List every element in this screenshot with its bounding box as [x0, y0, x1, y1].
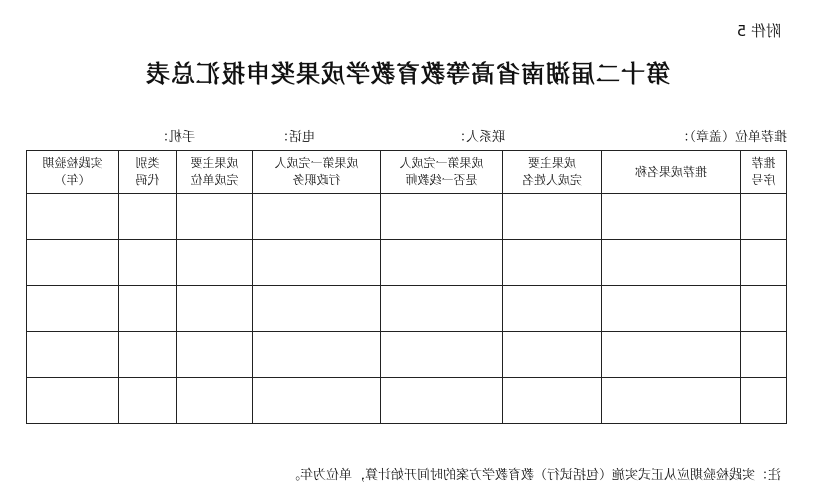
- table-cell[interactable]: [503, 332, 602, 378]
- table-cell[interactable]: [119, 332, 177, 378]
- footnote: 注：实践检验期应从正式实施（包括试行）教育教学方案的时间开始计算，单位为年。: [286, 468, 781, 483]
- table-row: [27, 378, 787, 424]
- page-title: 第十二届湖南省高等教育教学成果奖申报汇总表: [145, 60, 670, 88]
- table-cell[interactable]: [381, 378, 503, 424]
- table-cell[interactable]: [119, 378, 177, 424]
- table-cell[interactable]: [177, 332, 253, 378]
- table-row: [27, 240, 787, 286]
- table-cell[interactable]: [503, 286, 602, 332]
- contact-person-label: 联系人：: [452, 130, 505, 145]
- table-cell[interactable]: [503, 378, 602, 424]
- table-cell[interactable]: [27, 378, 119, 424]
- table-cell[interactable]: [381, 194, 503, 240]
- column-header: [177, 151, 253, 194]
- column-header: [27, 151, 119, 194]
- table-cell[interactable]: [27, 286, 119, 332]
- table-cell[interactable]: [27, 194, 119, 240]
- column-header: [503, 151, 602, 194]
- column-header: [253, 151, 381, 194]
- column-header-line: 是否一线教师: [405, 173, 478, 187]
- table-cell[interactable]: [253, 194, 381, 240]
- table-cell[interactable]: [27, 332, 119, 378]
- table-row: [27, 286, 787, 332]
- column-header-line: 成果第一完成人: [399, 156, 484, 170]
- table-cell[interactable]: [602, 378, 741, 424]
- table-cell[interactable]: [253, 378, 381, 424]
- table-cell[interactable]: [119, 240, 177, 286]
- column-header-line: 推荐成果名称: [635, 164, 708, 179]
- table-cell[interactable]: [177, 194, 253, 240]
- table-cell[interactable]: [253, 240, 381, 286]
- recommending-unit-label: 推荐单位（盖章）：: [676, 130, 787, 145]
- table-cell[interactable]: [602, 286, 741, 332]
- table-cell[interactable]: [381, 240, 503, 286]
- column-header: [119, 151, 177, 194]
- table-cell[interactable]: [253, 286, 381, 332]
- column-header-line: 序号: [751, 173, 776, 187]
- column-header-line: 推荐: [751, 156, 776, 170]
- table-cell[interactable]: [602, 240, 741, 286]
- table-cell[interactable]: [177, 286, 253, 332]
- column-header-line: 完成单位: [190, 173, 239, 187]
- column-header-line: 类别: [135, 156, 160, 170]
- table-cell[interactable]: [741, 286, 787, 332]
- column-header: [602, 151, 741, 194]
- column-header-line: 代码: [135, 173, 160, 187]
- table-cell[interactable]: [741, 378, 787, 424]
- table-cell[interactable]: [27, 240, 119, 286]
- table-cell[interactable]: [177, 240, 253, 286]
- table-cell[interactable]: [741, 332, 787, 378]
- column-header-line: 成果第一完成人: [274, 156, 359, 170]
- column-header-line: （年）: [54, 173, 91, 187]
- table-cell[interactable]: [119, 286, 177, 332]
- attachment-label: 附件 5: [736, 22, 781, 40]
- header-row: [27, 151, 787, 194]
- summary-table: [26, 150, 787, 424]
- column-header-line: 成果主要: [190, 156, 239, 170]
- column-header: [741, 151, 787, 194]
- table-row: [27, 332, 787, 378]
- table-cell[interactable]: [119, 194, 177, 240]
- table-cell[interactable]: [381, 332, 503, 378]
- table-cell[interactable]: [602, 194, 741, 240]
- column-header-line: 行政职务: [292, 173, 341, 187]
- table-cell[interactable]: [503, 240, 602, 286]
- table-cell[interactable]: [741, 240, 787, 286]
- mobile-label: 手机：: [155, 130, 195, 145]
- table-cell[interactable]: [503, 194, 602, 240]
- table-cell[interactable]: [381, 286, 503, 332]
- table-cell[interactable]: [741, 194, 787, 240]
- table-cell[interactable]: [602, 332, 741, 378]
- table-row: [27, 194, 787, 240]
- table-cell[interactable]: [177, 378, 253, 424]
- column-header-line: 实践检验期: [42, 156, 103, 170]
- table-cell[interactable]: [253, 332, 381, 378]
- column-header: [381, 151, 503, 194]
- column-header-line: 成果主要: [528, 156, 577, 170]
- column-header-line: 完成人姓名: [522, 173, 583, 187]
- phone-label: 电话：: [275, 130, 315, 145]
